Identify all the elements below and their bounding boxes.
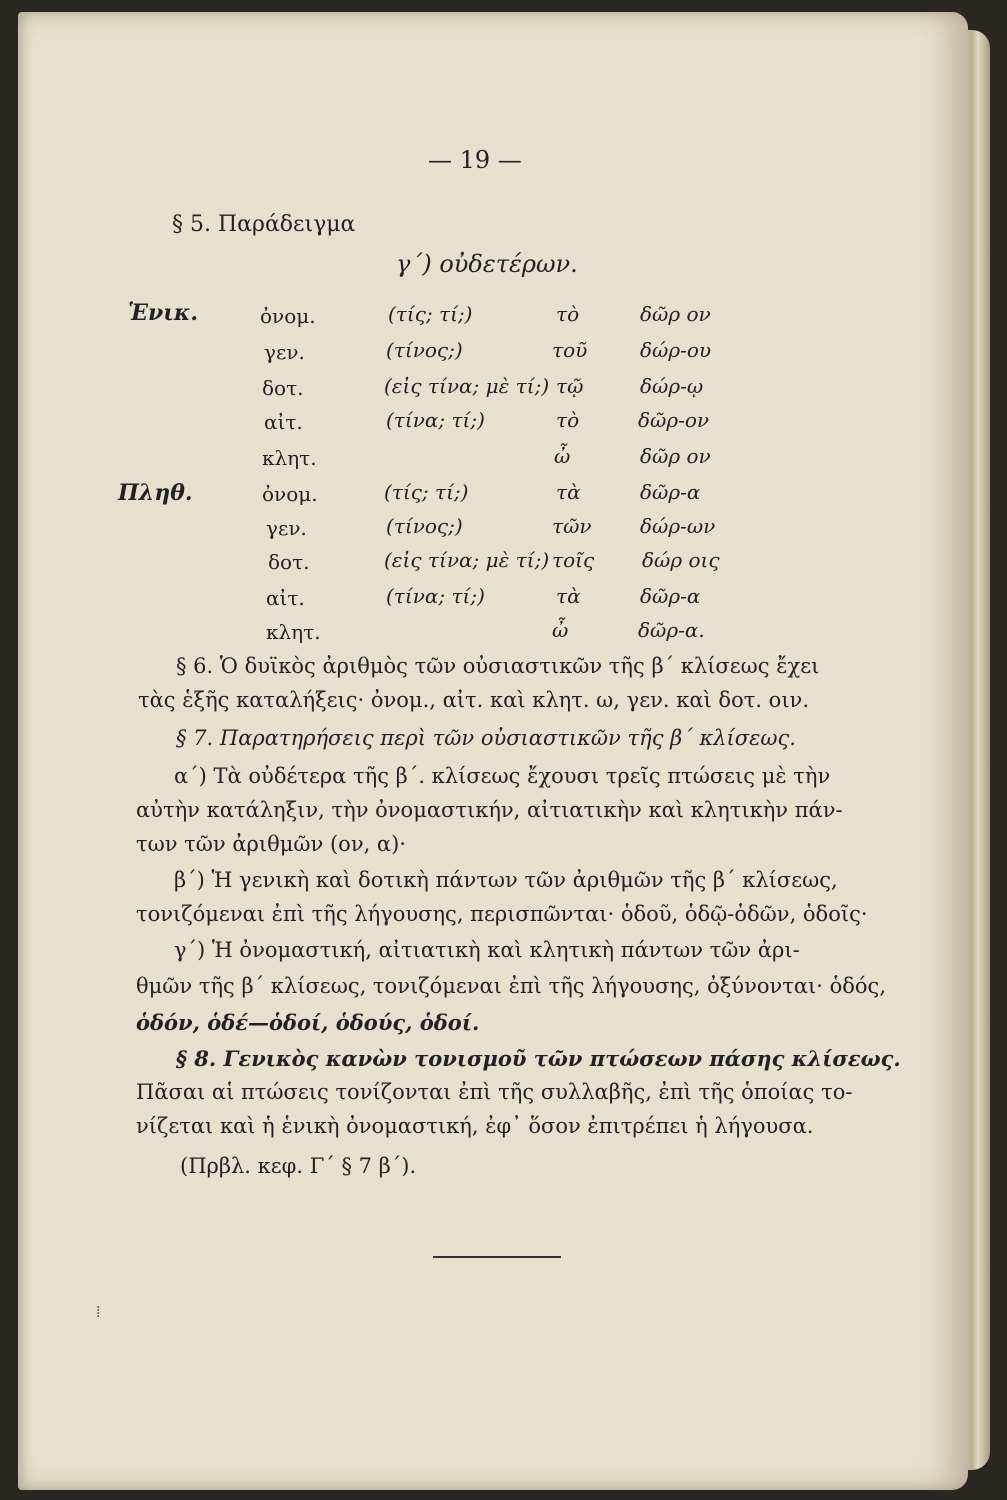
section-7-line: β΄) Ἡ γενικὴ καὶ δοτικὴ πάντων τῶν ἀριθμῶν τῆς β΄ κλίσεως, <box>174 868 838 892</box>
table-row-case: γεν. <box>264 340 305 364</box>
table-row-form: δῶρ ον <box>640 302 711 326</box>
table-row-case: κλητ. <box>266 620 321 644</box>
table-row-article: τὰ <box>556 480 581 504</box>
table-row-case: ὀνομ. <box>262 482 318 506</box>
table-row-form: δώρ-ῳ <box>640 374 704 398</box>
section-divider <box>433 1256 561 1258</box>
table-row-question: (τίνα; τί;) <box>386 408 485 432</box>
plural-label: Πληθ. <box>118 480 193 506</box>
section-7-line: των τῶν ἀριθμῶν (ον, α)· <box>136 832 406 856</box>
section-6-line: § 6. Ὁ δυϊκὸς ἀριθμὸς τῶν οὐσιαστικῶν τῆς β΄ κλίσεως ἔχει <box>176 654 820 678</box>
table-row-article: τῷ <box>556 374 584 398</box>
section-8-heading: § 8. Γενικὸς κανὼν τονισμοῦ τῶν πτώσεων πάσης κλίσεως. <box>176 1046 901 1071</box>
table-row-question: (τίνος;) <box>386 338 463 362</box>
section-7-line: γ΄) Ἡ ὀνομαστική, αἰτιατικὴ καὶ κλητικὴ πάντων τῶν ἀρι- <box>174 938 800 962</box>
table-row-case: ὀνομ. <box>260 304 316 328</box>
table-row-question: (εἰς τίνα; μὲ τί;) <box>384 548 550 572</box>
table-row-article: τῶν <box>552 514 592 538</box>
table-row-article: τὰ <box>556 584 581 608</box>
page-number: — 19 — <box>428 146 522 174</box>
table-row-question: (εἰς τίνα; μὲ τί;) <box>384 374 550 398</box>
table-row-question: (τίς; τί;) <box>388 302 473 326</box>
declension-subheading: γ΄) οὐδετέρων. <box>396 250 578 278</box>
table-row-case: αἰτ. <box>264 410 303 434</box>
table-row-case: γεν. <box>266 516 307 540</box>
section-8-line: νίζεται καὶ ἡ ἑνικὴ ὀνομαστική, ἐφ᾽ ὅσον ἐπιτρέπει ἡ λήγουσα. <box>136 1114 814 1138</box>
table-row-question: (τίς; τί;) <box>384 480 469 504</box>
table-row-article: τὸ <box>556 302 580 326</box>
table-row-form: δώρ-ων <box>640 514 716 538</box>
table-row-article: τὸ <box>556 408 580 432</box>
table-row-form: δῶρ-ον <box>638 408 710 432</box>
table-row-article: τοῖς <box>552 548 595 572</box>
section-7-heading: § 7. Παρατηρήσεις περὶ τῶν οὐσιαστικῶν τῆς β΄ κλίσεως. <box>176 726 796 750</box>
section-7-line: τονιζόμεναι ἐπὶ τῆς λήγουσης, περισπῶνται· ὁδοῦ, ὁδῷ-ὁδῶν, ὁδοῖς· <box>136 902 868 926</box>
table-row-form: δῶρ-α <box>640 584 701 608</box>
book-page <box>18 12 968 1490</box>
table-row-case: δοτ. <box>268 550 310 574</box>
section-6-line: τὰς ἑξῆς καταλήξεις· ὀνομ., αἰτ. καὶ κλητ. ω, γεν. καὶ δοτ. οιν. <box>138 688 809 712</box>
section-7-line: αὐτὴν κατάληξιν, τὴν ὀνομαστικήν, αἰτιατικὴν καὶ κλητικὴν πάν- <box>136 798 843 822</box>
section-7-line: ὁδόν, ὁδέ—ὁδοί, ὁδούς, ὁδοί. <box>136 1010 480 1035</box>
section-8-line: Πᾶσαι αἱ πτώσεις τονίζονται ἐπὶ τῆς συλλαβῆς, ἐπὶ τῆς ὁποίας το- <box>136 1080 853 1104</box>
section-7-line: α΄) Τὰ οὐδέτερα τῆς β΄. κλίσεως ἔχουσι τρεῖς πτώσεις μὲ τὴν <box>174 764 831 788</box>
table-row-form: δῶρ ον <box>640 444 711 468</box>
table-row-case: δοτ. <box>262 376 304 400</box>
table-row-form: δώρ-ου <box>640 338 712 362</box>
table-row-form: δῶρ-α. <box>638 618 705 642</box>
table-row-form: δῶρ-α <box>640 480 701 504</box>
section-7-line: θμῶν τῆς β΄ κλίσεως, τονιζόμεναι ἐπὶ τῆς λήγουσης, ὀξύνονται· ὁδός, <box>136 974 886 998</box>
table-row-article: ὦ <box>554 444 571 468</box>
table-row-question: (τίνα; τί;) <box>386 584 485 608</box>
table-row-form: δώρ οις <box>642 548 720 572</box>
section-8-line: (Πρβλ. κεφ. Γ΄ § 7 β΄). <box>180 1154 417 1178</box>
table-row-case: αἰτ. <box>266 586 305 610</box>
stain-mark: ⁞ <box>96 1302 101 1321</box>
singular-label: Ἑνικ. <box>128 300 199 326</box>
table-row-case: κλητ. <box>262 446 317 470</box>
table-row-article: τοῦ <box>552 338 588 362</box>
table-row-article: ὦ <box>552 618 569 642</box>
section-5-heading: § 5. Παράδειγμα <box>172 212 356 237</box>
table-row-question: (τίνος;) <box>386 514 463 538</box>
